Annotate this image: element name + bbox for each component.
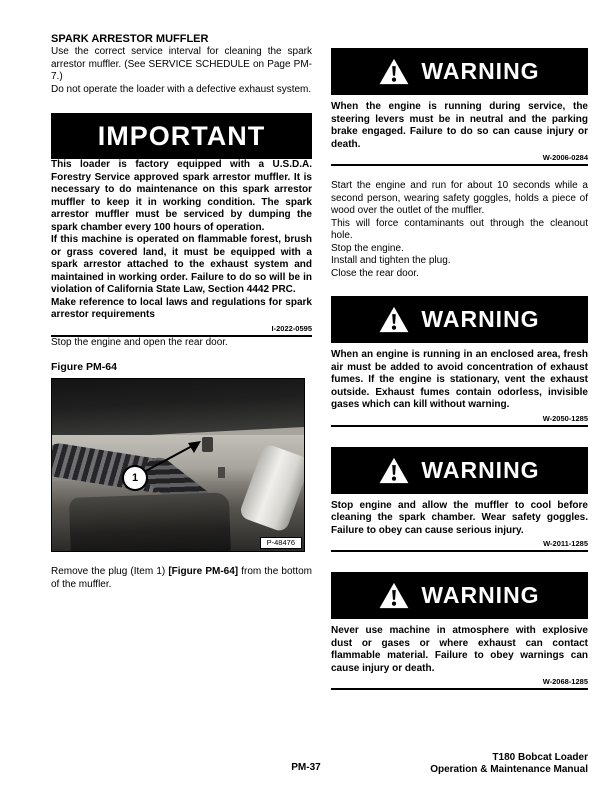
warning-paragraph: Stop engine and allow the muffler to cool before cleaning the spark chamber. Wear safety goggles. Failure to obey can cause serious injury.: [331, 499, 588, 536]
reference-code: W-2006-0284: [542, 153, 588, 162]
figure-photo: [51, 378, 305, 552]
section-divider: [331, 425, 588, 427]
warning-box: [331, 572, 588, 619]
warning-title: WARNING: [421, 456, 540, 483]
photo-code-label: P-48476: [260, 537, 302, 549]
important-box-title: IMPORTANT: [97, 120, 266, 151]
section-heading: SPARK ARRESTOR MUFFLER: [51, 33, 209, 45]
body-paragraph: [51, 566, 312, 591]
warning-paragraph: Never use machine in atmosphere with explosive dust or gases or where exhaust can contact flammable material. Failure to obey warnings can cause injury or death.: [331, 625, 588, 674]
warning-paragraph: When the engine is running during service, the steering levers must be in neutral and the parking brake engaged. Failure to do so can cause injury or death.: [331, 101, 588, 150]
warning-title: WARNING: [421, 58, 540, 84]
body-paragraph: Use the correct service interval for cleaning the spark arrestor muffler. (See SERVICE SCHEDULE on Page PM-7.): [51, 46, 312, 82]
body-paragraph: Install and tighten the plug.: [331, 255, 451, 266]
remove-plug-text: Remove the plug (Item 1): [51, 566, 169, 577]
section-divider: [331, 164, 588, 166]
warning-title: WARNING: [421, 582, 540, 608]
warning-triangle-icon: [379, 306, 409, 333]
warning-triangle-icon: [379, 457, 409, 484]
section-divider: [331, 688, 588, 690]
reference-code: W-2011-1285: [543, 539, 588, 548]
section-divider: [331, 550, 588, 552]
body-paragraph: This will force contaminants out through the cleanout hole.: [331, 217, 588, 241]
warning-triangle-icon: [379, 582, 409, 609]
page-number: PM-37: [291, 762, 321, 773]
figure-label: Figure PM-64: [51, 361, 117, 373]
warning-box: [331, 447, 588, 494]
warning-triangle-icon: [379, 58, 409, 85]
warning-title: WARNING: [421, 306, 540, 332]
warning-paragraph: When an engine is running in an enclosed area, fresh air must be added to avoid concentration of exhaust fumes. If the engine is stationary, vent the exhaust outside. Exhaust fumes contain odorless, invisible gases which can kill without warning.: [331, 349, 588, 410]
warning-box: [331, 296, 588, 343]
important-paragraph: Make reference to local laws and regulations for spark arrestor requirements: [51, 296, 312, 320]
right-column: [331, 48, 588, 690]
callout-item-1: 1: [122, 465, 148, 491]
callout-arrow: [52, 379, 304, 551]
body-paragraph: Stop the engine and open the rear door.: [51, 336, 228, 348]
document-title-line1: T180 Bobcat Loader: [492, 752, 588, 763]
body-paragraph: Stop the engine.: [331, 242, 404, 254]
body-paragraph: Close the rear door.: [331, 267, 419, 279]
important-box: [51, 113, 312, 159]
reference-code: I-2022-0595: [271, 323, 312, 333]
document-title: [430, 752, 588, 775]
body-paragraph: Start the engine and run for about 10 seconds while a second person, wearing safety goggles, holds a piece of wood over the outlet of the muffler.: [331, 180, 588, 216]
important-paragraph: If this machine is operated on flammable forest, brush or grass covered land, it must be equipped with a spark arrestor attached to the exhaust system and maintained in working order. Failure to do so will be in violation of California State Law, Section 4442 PRC.: [51, 234, 312, 295]
remove-plug-text: from the bottom of the muffler.: [51, 566, 312, 590]
figure-reference: [Figure PM-64]: [168, 566, 239, 577]
document-title-line2: Operation & Maintenance Manual: [430, 763, 588, 775]
important-paragraph: This loader is factory equipped with a U.S.D.A. Forestry Service approved spark arrestor muffler. It is necessary to do maintenance on this spark arrestor muffler to keep it in working condition. The spark arrestor muffler must be serviced by dumping the spark chamber every 100 hours of operation.: [51, 159, 312, 233]
left-column: [51, 33, 312, 591]
reference-code: W-2068-1285: [542, 677, 588, 686]
reference-code: W-2050-1285: [542, 413, 588, 423]
warning-box: [331, 48, 588, 95]
body-paragraph: Do not operate the loader with a defective exhaust system.: [51, 83, 312, 95]
